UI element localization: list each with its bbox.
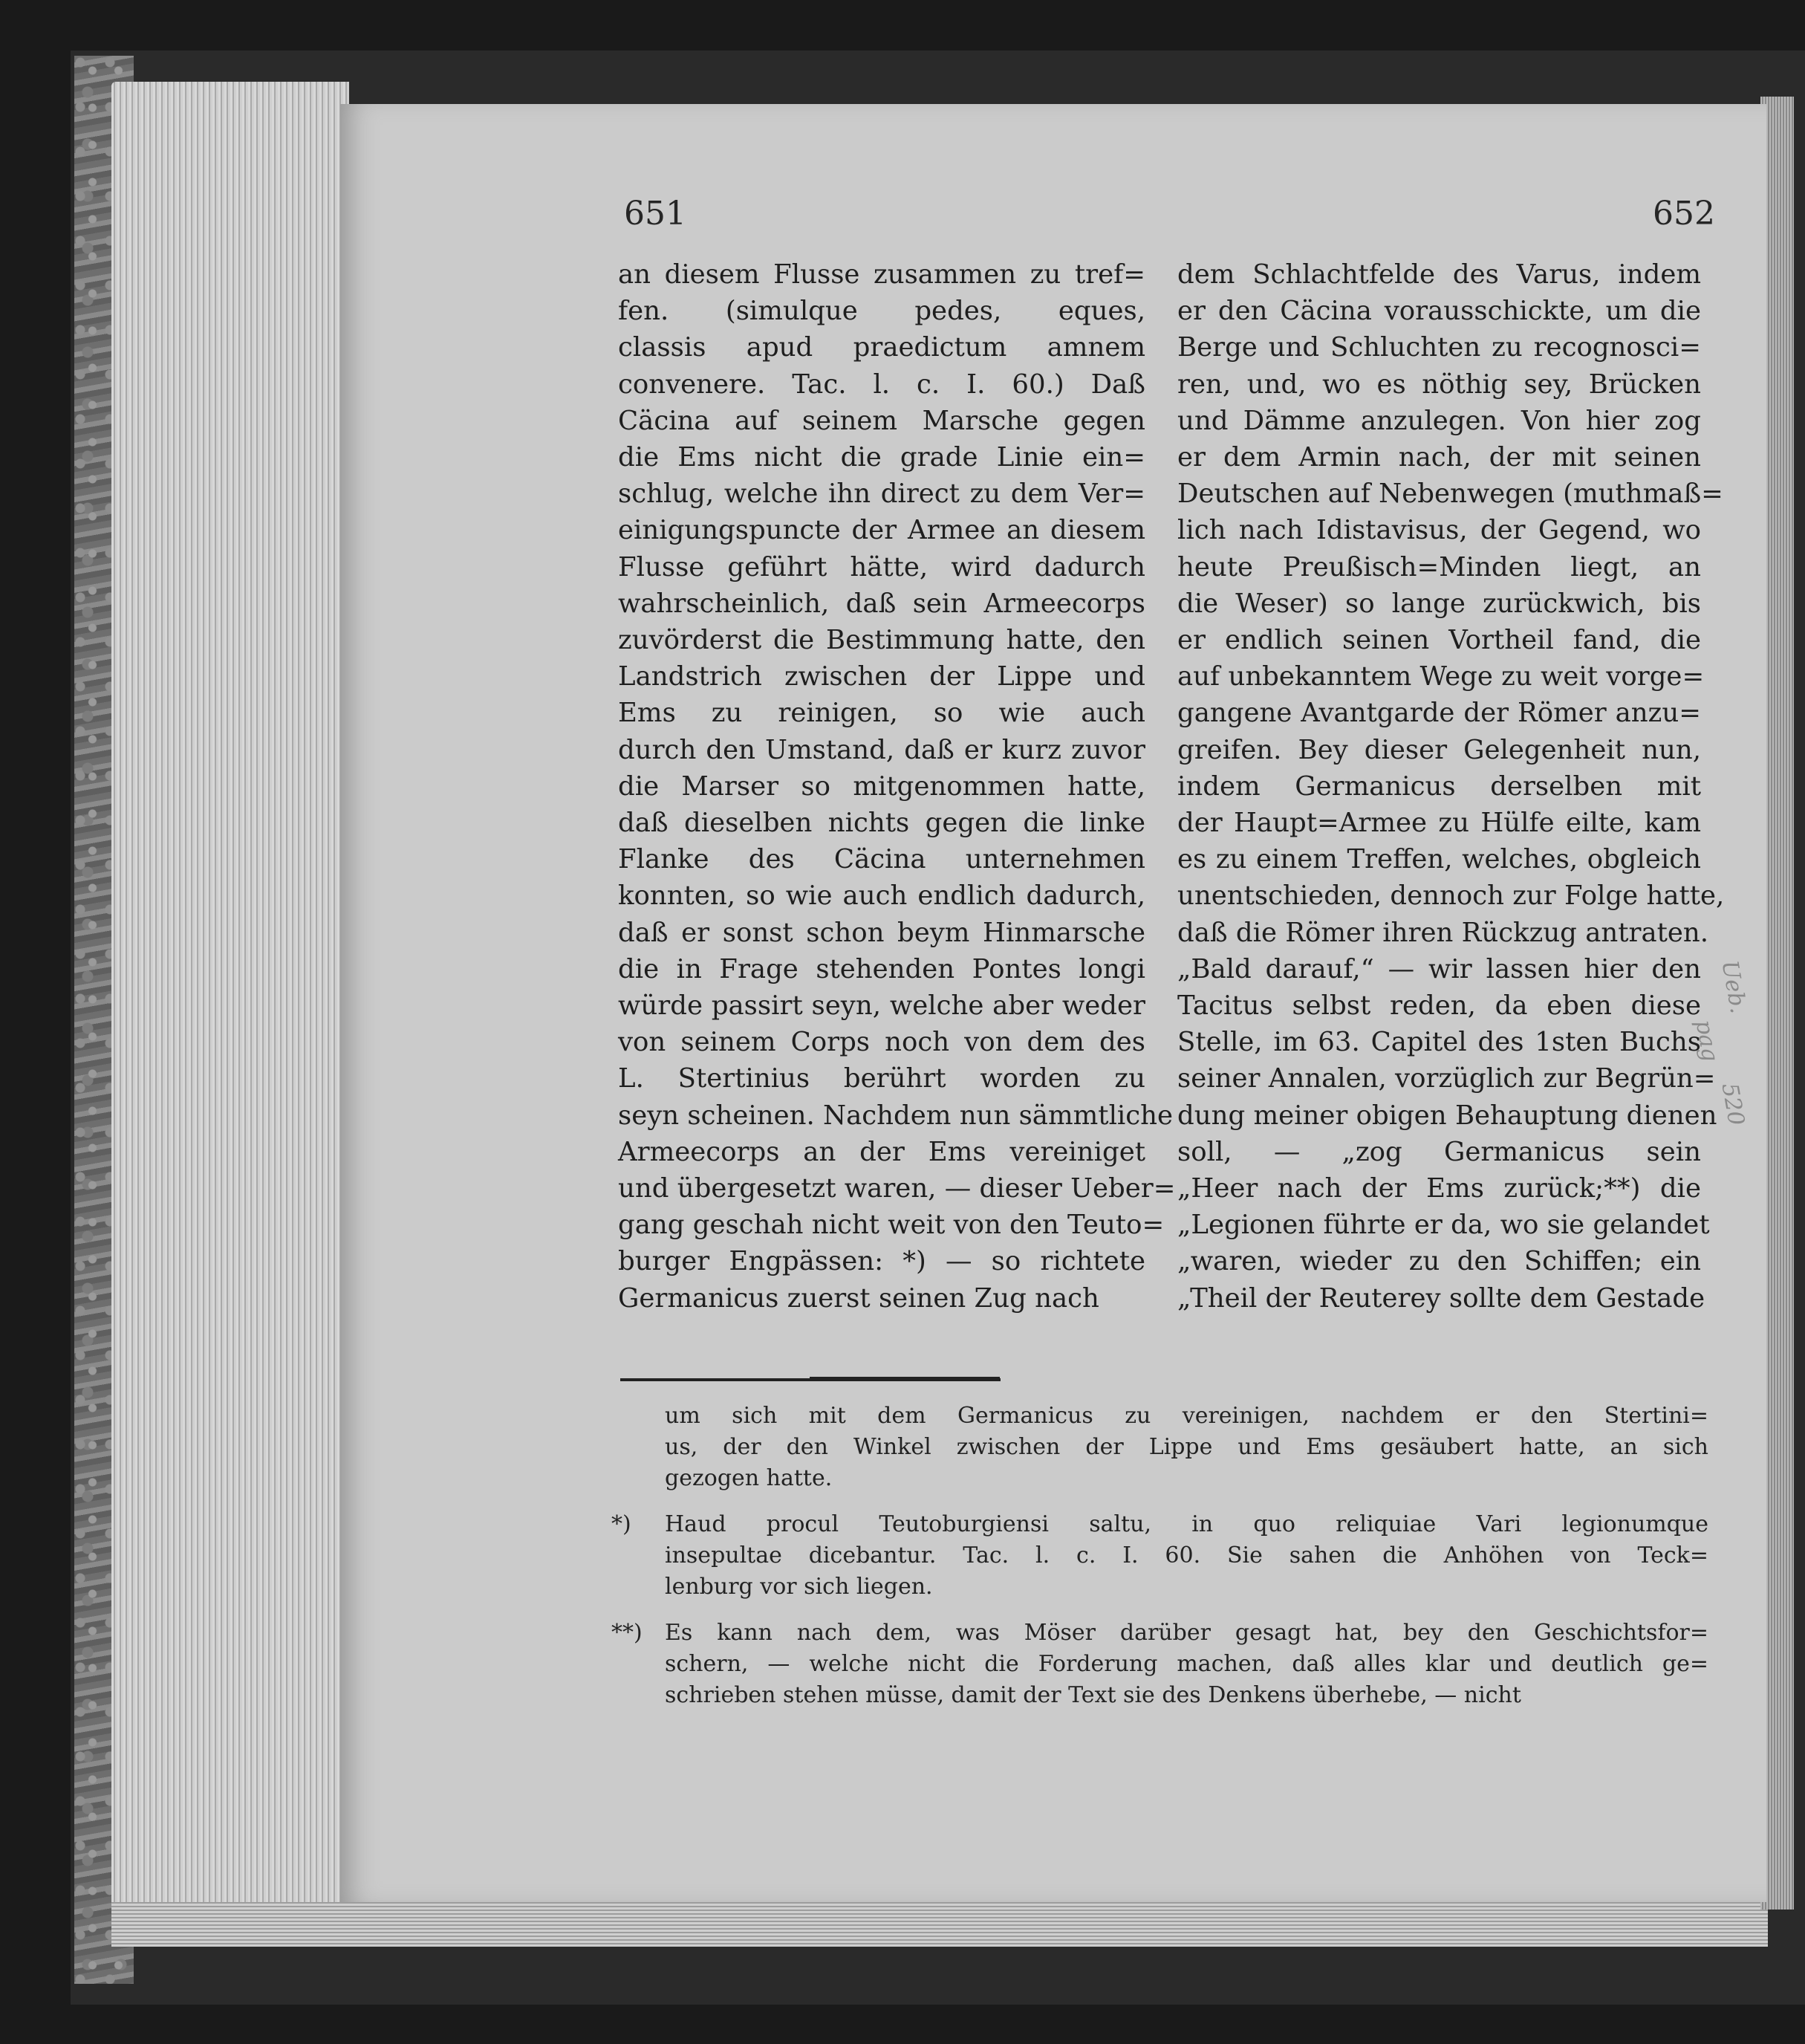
text-line: greifen. Bey dieser Gelegenheit nun, [1177,734,1701,765]
footnote-line: insepultae dicebantur. Tac. l. c. I. 60. Sie sahen die Anhöhen von Teck= [665,1542,1708,1568]
footnote [611,1509,1708,1603]
text-line: unentschieden, dennoch zur Folge hatte, [1177,880,1725,912]
text-line: auf unbekanntem Wege zu weit vorge= [1177,661,1705,692]
text-line: es zu einem Treffen, welches, obgleich [1177,844,1701,875]
text-line: „waren, wieder zu den Schiffen; ein [1177,1246,1701,1277]
text-line: „Bald darauf,“ — wir lassen hier den [1177,953,1701,984]
text-line: einigungspuncte der Armee an diesem [618,515,1145,546]
text-line: und Dämme anzulegen. Von hier zog [1177,405,1701,436]
text-line: soll, — „zog Germanicus sein [1177,1136,1701,1167]
text-line: Ems zu reinigen, so wie auch [618,698,1145,729]
footnotes [611,1401,1708,1726]
text-line: würde passirt seyn, welche aber weder [618,990,1145,1022]
text-line: indem Germanicus derselben mit [1177,770,1701,802]
text-line: seiner Annalen, vorzüglich zur Begrün= [1177,1063,1716,1094]
page-number-left: 651 [624,195,686,233]
text-line: die in Frage stehenden Pontes longi [618,953,1145,984]
text-line: Landstrich zwischen der Lippe und [618,661,1145,692]
text-line: Flanke des Cäcina unternehmen [618,844,1145,875]
text-line: ren, und, wo es nöthig sey, Brücken [1177,369,1701,400]
text-line: Tacitus selbst reden, da eben diese [1177,990,1701,1022]
text-line: er endlich seinen Vortheil fand, die [1177,625,1701,656]
text-line: zuvörderst die Bestimmung hatte, den [618,625,1145,656]
text-line: burger Engpässen: *) — so richtete [618,1246,1145,1277]
footnote-line: schern, — welche nicht die Forderung machen, daß alles klar und deutlich ge= [665,1651,1708,1677]
text-line: Flusse geführt hätte, wird dadurch [618,551,1145,583]
footnote-line: lenburg vor sich liegen. [665,1574,933,1600]
text-line: an diesem Flusse zusammen zu tref= [618,259,1145,290]
margin-note: Ueb. [1716,958,1752,1016]
margin-note: 520 [1716,1081,1749,1128]
footnote-line: gezogen hatte. [665,1465,833,1491]
footnote-line: schrieben stehen müsse, damit der Text sie des Denkens überhebe, — nicht [665,1682,1521,1708]
text-line: classis apud praedictum amnem [618,332,1145,363]
text-line: daß die Römer ihren Rückzug antraten. [1177,917,1709,948]
text-line: „Heer nach der Ems zurück;**) die [1177,1173,1701,1204]
text-line: konnten, so wie auch endlich dadurch, [618,880,1145,912]
text-line: von seinem Corps noch von dem des [618,1027,1145,1058]
text-line: daß dieselben nichts gegen die linke [618,808,1145,839]
text-line: convenere. Tac. l. c. I. 60.) Daß [618,369,1145,400]
text-column-left [618,256,1176,1317]
footnote [665,1401,1708,1494]
text-line: und übergesetzt waren, — dieser Ueber= [618,1173,1176,1204]
text-line: Germanicus zuerst seinen Zug nach [618,1282,1099,1314]
text-line: wahrscheinlich, daß sein Armeecorps [618,588,1145,619]
text-line: schlug, welche ihn direct zu dem Ver= [618,478,1145,510]
text-line: Cäcina auf seinem Marsche gegen [618,405,1145,436]
text-line: der Haupt=Armee zu Hülfe eilte, kam [1177,808,1701,839]
text-line: dem Schlachtfelde des Varus, indem [1177,259,1701,290]
margin-note: pag [1690,1018,1723,1064]
footnote-line: Es kann nach dem, was Möser darüber gesagt hat, bey den Geschichtsfor= [665,1620,1708,1646]
text-line: „Legionen führte er da, wo sie gelandet [1177,1210,1710,1241]
text-line: gangene Avantgarde der Römer anzu= [1177,698,1701,729]
text-line: er den Cäcina vorausschickte, um die [1177,296,1701,327]
footnote-line: Haud procul Teutoburgiensi saltu, in quo reliquiae Vari legionumque [665,1511,1708,1537]
text-line: Stelle, im 63. Capitel des 1sten Buchs [1177,1027,1701,1058]
text-line: seyn scheinen. Nachdem nun sämmtliche [618,1100,1174,1131]
text-line: durch den Umstand, daß er kurz zuvor [618,734,1145,765]
text-line: „Theil der Reuterey sollte dem Gestade [1177,1282,1705,1314]
text-line: Armeecorps an der Ems vereiniget [618,1136,1145,1167]
text-line: daß er sonst schon beym Hinmarsche [618,917,1145,948]
text-line: dung meiner obigen Behauptung dienen [1177,1100,1717,1131]
text-line: Deutschen auf Nebenwegen (muthmaß= [1177,478,1723,510]
footnote [611,1618,1708,1711]
text-line: heute Preußisch=Minden liegt, an [1177,551,1701,583]
text-line: Berge und Schluchten zu recognosci= [1177,332,1701,363]
footnote-line: um sich mit dem Germanicus zu vereinigen, nachdem er den Stertini= [665,1403,1708,1429]
text-line: lich nach Idistavisus, der Gegend, wo [1177,515,1701,546]
text-line: die Ems nicht die grade Linie ein= [618,442,1145,473]
text-line: er dem Armin nach, der mit seinen [1177,442,1701,473]
page-edge-bottom [111,1902,1768,1947]
footnote-mark: *) [611,1511,631,1537]
text-line: die Weser) so lange zurückwich, bis [1177,588,1701,619]
page-number-right: 652 [1653,195,1715,233]
text-line: die Marser so mitgenommen hatte, [618,770,1145,802]
footnote-mark: **) [611,1620,643,1646]
text-line: fen. (simulque pedes, eques, [618,296,1145,327]
page-block-edge [111,82,349,1924]
text-line: L. Stertinius berührt worden zu [618,1063,1145,1094]
text-line: gang geschah nicht weit von den Teuto= [618,1210,1165,1241]
footnote-line: us, der den Winkel zwischen der Lippe und Ems gesäubert hatte, an sich [665,1434,1708,1460]
footnote-rule-bold [810,1377,1000,1381]
